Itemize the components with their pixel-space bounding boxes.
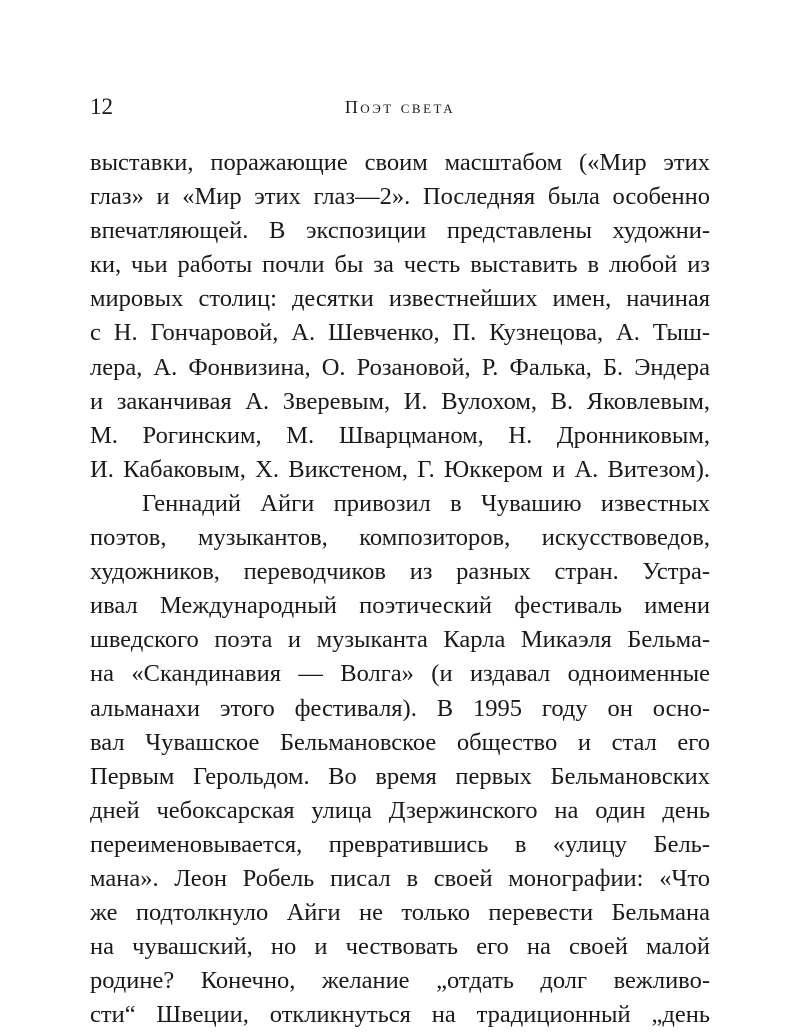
text-line: поэтов, музыкантов, композиторов, искусствоведов, bbox=[90, 524, 710, 552]
body-text bbox=[90, 146, 710, 1032]
text-line: с Н. Гончаровой, А. Шевченко, П. Кузнецова, А. Тыш- bbox=[90, 319, 710, 347]
text-line: сти“ Швеции, откликнуться на традиционный „день bbox=[90, 1001, 710, 1029]
text-line: глаз» и «Мир этих глаз—2». Последняя была особенно bbox=[90, 183, 710, 211]
text-line: вал Чувашское Бельмановское общество и стал его bbox=[90, 728, 710, 756]
text-line: переименовывается, превратившись в «улицу Бель- bbox=[90, 830, 710, 858]
text-line: Первым Герольдом. Во время первых Бельмановских bbox=[90, 762, 710, 790]
text-line: впечатляющей. В экспозиции представлены художни- bbox=[90, 217, 710, 245]
paragraph-first-line: Геннадий Айги привозил в Чувашию известных bbox=[142, 489, 710, 517]
text-line: лера, А. Фонвизина, О. Розановой, Р. Фалька, Б. Эндера bbox=[90, 353, 710, 381]
text-line: на чувашский, но и чествовать его на своей малой bbox=[90, 933, 710, 961]
text-line: дней чебоксарская улица Дзержинского на один день bbox=[90, 796, 710, 824]
text-line: выставки, поражающие своим масштабом («Мир этих bbox=[90, 149, 710, 176]
text-line: шведского поэта и музыканта Карла Микаэля Бельма- bbox=[90, 626, 710, 654]
text-line: мана». Леон Робель писал в своей монографии: «Что bbox=[90, 864, 710, 892]
text-line: и заканчивая А. Зверевым, И. Вулохом, В. Яковлевым, bbox=[90, 387, 710, 415]
page-number: 12 bbox=[90, 94, 113, 119]
text-line: же подтолкнуло Айги не только перевести Бельмана bbox=[90, 899, 710, 927]
text-line: на «Скандинавия — Волга» (и издавал одноименные bbox=[90, 660, 710, 688]
text-line: художников, переводчиков из разных стран. Устра- bbox=[90, 558, 710, 586]
text-line: альманахи этого фестиваля). В 1995 году он осно- bbox=[90, 694, 710, 722]
text-line: родине? Конечно, желание „отдать долг вежливо- bbox=[90, 967, 710, 995]
running-head bbox=[90, 92, 710, 122]
text-line: М. Рогинским, М. Шварцманом, Н. Дронниковым, bbox=[90, 421, 710, 449]
text-line: И. Кабаковым, Х. Викстеном, Г. Юккером и А. Витезом). bbox=[90, 455, 710, 483]
book-title: Поэт света bbox=[344, 97, 456, 117]
text-line: ки, чьи работы почли бы за честь выставить в любой из bbox=[90, 251, 710, 279]
text-line: ивал Международный поэтический фестиваль имени bbox=[90, 592, 710, 620]
text-line: мировых столиц: десятки известнейших имен, начиная bbox=[90, 285, 710, 313]
